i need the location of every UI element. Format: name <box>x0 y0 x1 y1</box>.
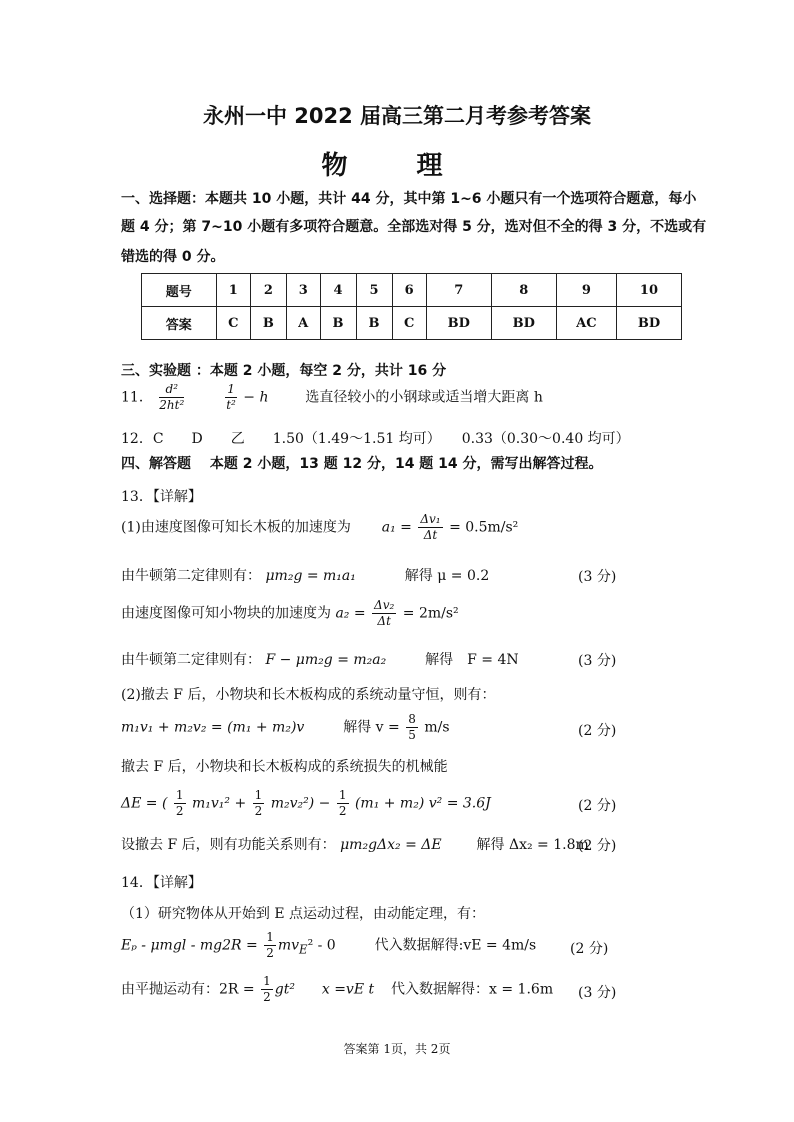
q11-number: 11． <box>121 389 153 406</box>
q13-line4-score: (3 分) <box>578 653 617 669</box>
table-cell: B <box>356 307 392 340</box>
table-cell: 1 <box>216 274 250 307</box>
table-cell: C <box>392 307 426 340</box>
q13-label: 13．【详解】 <box>121 489 202 505</box>
table-cell: BD <box>491 307 556 340</box>
q14-line3-score: (3 分) <box>578 985 617 1001</box>
table-cell: 8 <box>491 274 556 307</box>
table-header-label: 题号 <box>142 274 217 307</box>
q11-fraction-1: $\frac{\text{d²}}{\text{2ht²}}$ <box>159 382 185 412</box>
section3-heading: 三、实验题 ：本题 2 小题，每空 2 分，共计 16 分 <box>121 363 447 379</box>
q13-line3: 由速度图像可知小物块的加速度为 a₂ = $\frac{\text{Δv₂}}{\Delta t}$ = 2m/s² <box>121 598 459 628</box>
table-cell: B <box>250 307 286 340</box>
q13-line9: 设撤去 F 后，则有功能关系则有： μm₂gΔx₂ = ΔE 解得 Δx₂ = 1.8m <box>121 837 589 853</box>
q13-line8: ΔE = ( $\frac{1}{2}$ m₁v₁² + $\frac{1}{2}$ m₂v₂²) − $\frac{1}{2}$ (m₁ + m₂) v² = 3.6J <box>121 788 491 818</box>
q11-text: 选直径较小的小钢球或适当增大距离 h <box>305 389 543 406</box>
page-footer: 答案第 1页，共 2页 <box>343 1042 451 1056</box>
table-cell: 4 <box>320 274 356 307</box>
table-cell: 2 <box>250 274 286 307</box>
q13-line8-score: (2 分) <box>578 798 617 814</box>
q13-line6-score: (2 分) <box>578 723 617 739</box>
table-cell: A <box>286 307 320 340</box>
table-cell: 6 <box>392 274 426 307</box>
q13-line2-score: (3 分) <box>578 569 617 585</box>
q14-line1: （1）研究物体从开始到 E 点运动过程，由动能定理，有： <box>121 906 486 922</box>
q14-line3: 由平抛运动有：2R = $\frac{1}{2}$ gt² x =vE t 代入数据解得：x = 1.6m <box>121 974 554 1004</box>
answer-table <box>141 273 682 340</box>
section1-line1: 一、选择题：本题共 10 小题，共计 44 分，其中第 1~6 小题只有一个选项符合题意，每小 <box>121 191 697 207</box>
section1-line2: 题 4 分；第 7~10 小题有多项符合题意。全部选对得 5 分，选对但不全的得 3 分，不选或有 <box>121 219 707 235</box>
table-answer-label: 答案 <box>142 307 217 340</box>
table-cell: 7 <box>426 274 491 307</box>
q11-fraction-2: $\frac{1}{\text{t²}}$ <box>226 382 236 412</box>
q14-line2-score: (2 分) <box>570 941 609 957</box>
table-cell: 9 <box>556 274 616 307</box>
q13-line6: m₁v₁ + m₂v₂ = (m₁ + m₂)v 解得 v = $\frac{8}{5}$ m/s <box>121 712 450 742</box>
q12-line: 12．C D 乙 1.50（1.49～1.51 均可） 0.33（0.30～0.40 均可） <box>121 431 630 447</box>
table-row-answers <box>142 307 682 340</box>
q13-line4: 由牛顿第二定律则有： F − μm₂g = m₂a₂ 解得 F = 4N <box>121 652 519 668</box>
q14-label: 14．【详解】 <box>121 875 202 891</box>
table-cell: 10 <box>616 274 681 307</box>
table-cell: B <box>320 307 356 340</box>
q13-line5: (2)撤去 F 后，小物块和长木板构成的系统动量守恒，则有： <box>121 687 496 703</box>
table-row-numbers <box>142 274 682 307</box>
section1-line3: 错选的得 0 分。 <box>121 249 225 265</box>
q13-fraction-v: $\frac{8}{5}$ <box>408 712 416 742</box>
table-cell: BD <box>426 307 491 340</box>
q11-line <box>121 382 543 413</box>
table-cell: 5 <box>356 274 392 307</box>
q13-fraction-a1: $\frac{\text{Δv₁}}{\Delta t}$ <box>420 512 441 542</box>
q14-line2: Eₚ - μmgl - mg2R = $\frac{1}{2}$ $mv_E^2 - 0$ 代入数据解得:vE = 4m/s <box>121 930 537 960</box>
table-cell: 3 <box>286 274 320 307</box>
q11-tail: − h <box>243 389 269 406</box>
section4-heading: 四、解答题 本题 2 小题，13 题 12 分，14 题 14 分，需写出解答过程。 <box>121 456 603 472</box>
table-cell: C <box>216 307 250 340</box>
page-title: 永州一中 2022 届高三第二月考参考答案 <box>202 104 592 128</box>
q13-fraction-a2: $\frac{\text{Δv₂}}{\Delta t}$ <box>374 598 395 628</box>
subject-title: 物 理 <box>321 151 473 181</box>
q13-line1: (1)由速度图像可知长木板的加速度为 a₁ = $\frac{\text{Δv₁}}{\Delta t}$ = 0.5m/s² <box>121 512 519 542</box>
table-cell: AC <box>556 307 616 340</box>
q13-line2: 由牛顿第二定律则有： μm₂g = m₁a₁ 解得 μ = 0.2 <box>121 568 490 584</box>
table-cell: BD <box>616 307 681 340</box>
q13-line7: 撤去 F 后，小物块和长木板构成的系统损失的机械能 <box>121 759 448 775</box>
q13-line9-score: (2 分) <box>578 838 617 854</box>
